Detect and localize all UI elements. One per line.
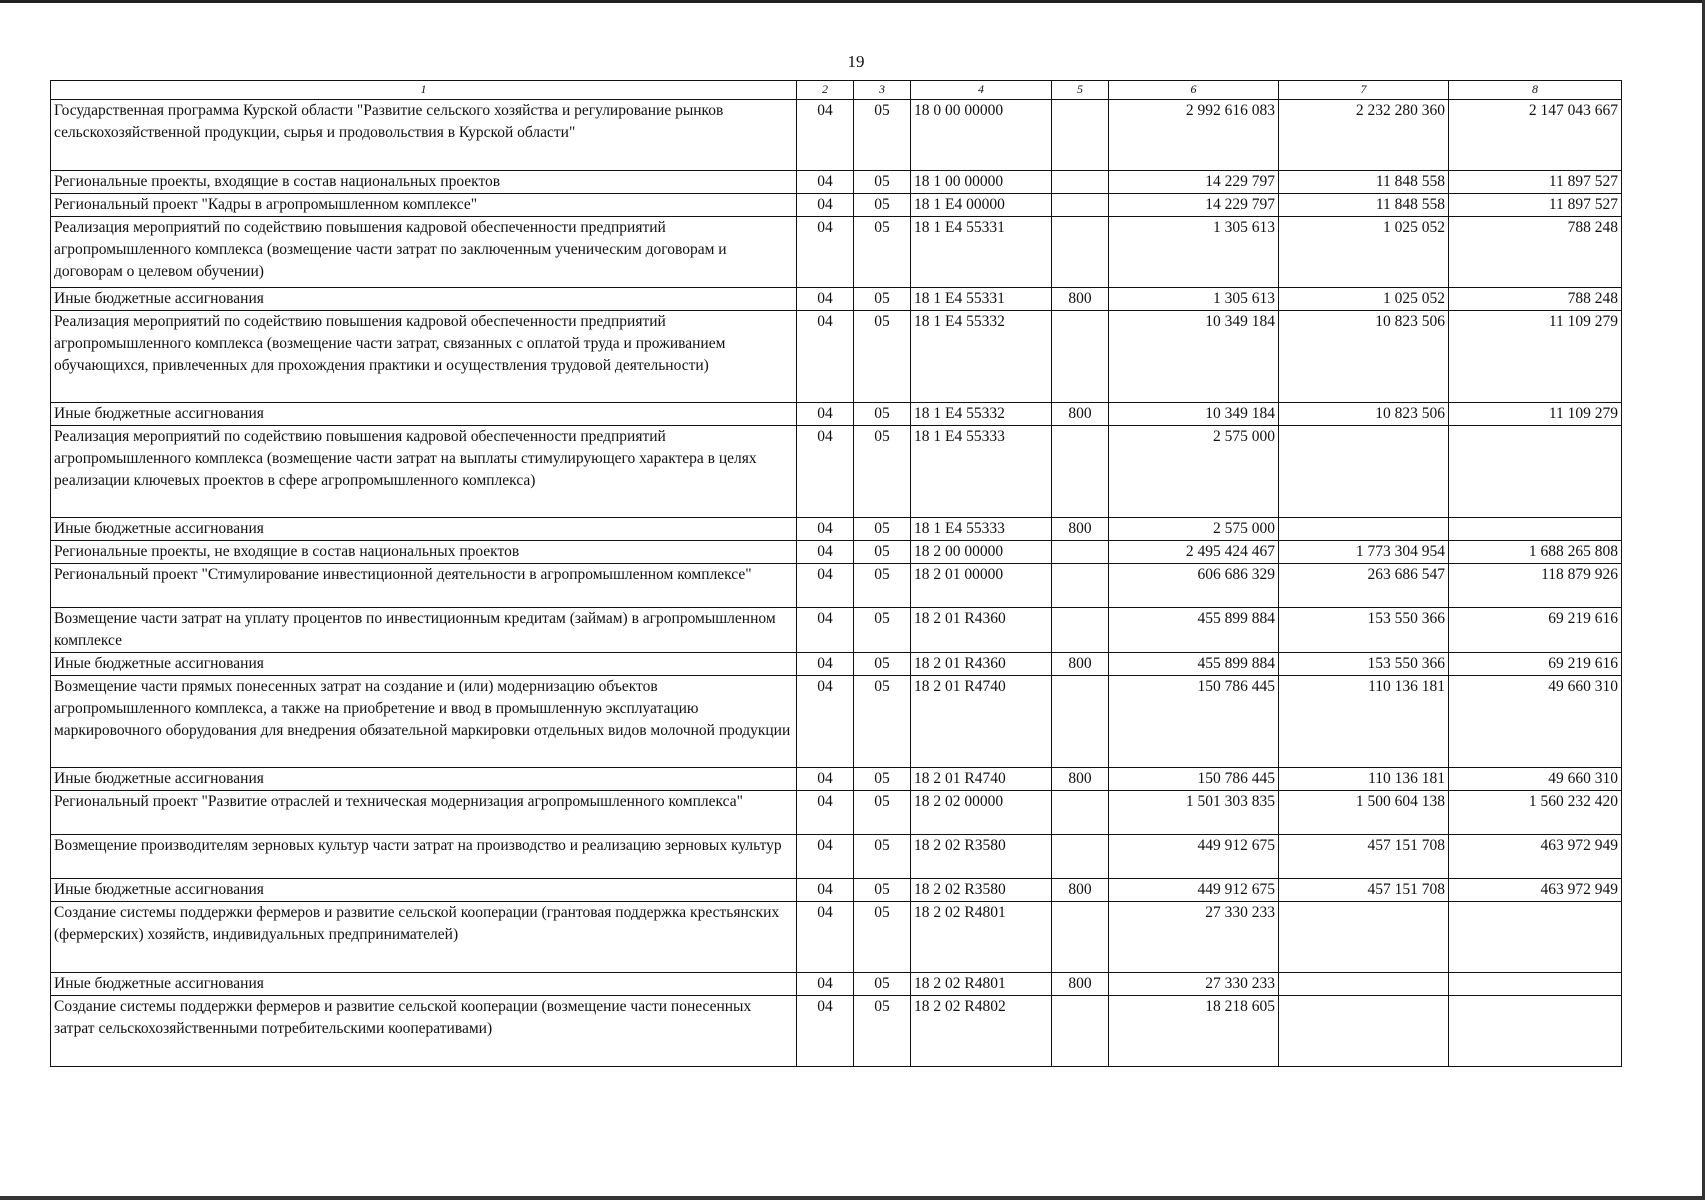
table-row: [51, 288, 1622, 311]
row-name-cell: Реализация мероприятий по содействию повышения кадровой обеспеченности предприятий агропромышленного комплекса (возмещение части затрат по заключенным ученическим договорам и договорам о целевом обучении): [51, 217, 797, 288]
expense-type-cell: [1052, 217, 1109, 288]
amount-year2-cell: [1279, 973, 1449, 996]
amount-year2-cell: 1 025 052: [1279, 288, 1449, 311]
column-header: 5: [1052, 81, 1109, 100]
target-article-cell: 18 2 02 R4802: [911, 996, 1052, 1067]
target-article-cell: 18 2 02 R4801: [911, 973, 1052, 996]
target-article-cell: 18 1 E4 55332: [911, 403, 1052, 426]
amount-year3-cell: 11 897 527: [1449, 194, 1622, 217]
amount-year2-cell: 2 232 280 360: [1279, 100, 1449, 171]
expense-type-cell: [1052, 100, 1109, 171]
amount-year2-cell: 10 823 506: [1279, 403, 1449, 426]
table-row: [51, 564, 1622, 608]
row-name-cell: Создание системы поддержки фермеров и развитие сельской кооперации (грантовая поддержка крестьянских (фермерских) хозяйств, индивидуальных предпринимателей): [51, 902, 797, 973]
section-code-cell: 04: [797, 996, 854, 1067]
subsection-code-cell: 05: [854, 541, 911, 564]
amount-year2-cell: 11 848 558: [1279, 194, 1449, 217]
subsection-code-cell: 05: [854, 426, 911, 518]
subsection-code-cell: 05: [854, 194, 911, 217]
row-name-cell: Иные бюджетные ассигнования: [51, 518, 797, 541]
amount-year3-cell: [1449, 902, 1622, 973]
amount-year1-cell: 150 786 445: [1109, 768, 1279, 791]
expense-type-cell: [1052, 311, 1109, 403]
expense-type-cell: [1052, 902, 1109, 973]
amount-year3-cell: [1449, 973, 1622, 996]
table-row: [51, 541, 1622, 564]
expense-type-cell: [1052, 676, 1109, 768]
section-code-cell: 04: [797, 791, 854, 835]
amount-year1-cell: 1 501 303 835: [1109, 791, 1279, 835]
target-article-cell: 18 1 E4 00000: [911, 194, 1052, 217]
amount-year1-cell: 2 575 000: [1109, 518, 1279, 541]
table-row: [51, 996, 1622, 1067]
table-row: [51, 676, 1622, 768]
row-name-cell: Возмещение производителям зерновых культур части затрат на производство и реализацию зерновых культур: [51, 835, 797, 879]
section-code-cell: 04: [797, 676, 854, 768]
subsection-code-cell: 05: [854, 171, 911, 194]
amount-year3-cell: 49 660 310: [1449, 676, 1622, 768]
amount-year2-cell: 457 151 708: [1279, 879, 1449, 902]
section-code-cell: 04: [797, 902, 854, 973]
target-article-cell: 18 2 01 00000: [911, 564, 1052, 608]
amount-year1-cell: 2 992 616 083: [1109, 100, 1279, 171]
amount-year3-cell: 788 248: [1449, 288, 1622, 311]
column-header: 1: [51, 81, 797, 100]
amount-year1-cell: 2 495 424 467: [1109, 541, 1279, 564]
section-code-cell: 04: [797, 194, 854, 217]
expense-type-cell: [1052, 426, 1109, 518]
subsection-code-cell: 05: [854, 608, 911, 653]
section-code-cell: 04: [797, 768, 854, 791]
section-code-cell: 04: [797, 608, 854, 653]
column-number-row: [51, 81, 1622, 100]
subsection-code-cell: 05: [854, 835, 911, 879]
expense-type-cell: [1052, 564, 1109, 608]
target-article-cell: 18 1 E4 55331: [911, 217, 1052, 288]
subsection-code-cell: 05: [854, 973, 911, 996]
amount-year2-cell: 11 848 558: [1279, 171, 1449, 194]
row-name-cell: Региональный проект "Кадры в агропромышленном комплексе": [51, 194, 797, 217]
row-name-cell: Региональные проекты, не входящие в состав национальных проектов: [51, 541, 797, 564]
expense-type-cell: 800: [1052, 768, 1109, 791]
amount-year3-cell: [1449, 518, 1622, 541]
amount-year3-cell: 1 688 265 808: [1449, 541, 1622, 564]
section-code-cell: 04: [797, 564, 854, 608]
amount-year2-cell: 153 550 366: [1279, 608, 1449, 653]
amount-year2-cell: 1 500 604 138: [1279, 791, 1449, 835]
table-row: [51, 902, 1622, 973]
table-row: [51, 311, 1622, 403]
subsection-code-cell: 05: [854, 902, 911, 973]
amount-year3-cell: 69 219 616: [1449, 608, 1622, 653]
row-name-cell: Реализация мероприятий по содействию повышения кадровой обеспеченности предприятий агропромышленного комплекса (возмещение части затрат на выплаты стимулирующего характера в целях реализации ключевых проектов в сфере агропромышленного комплекса): [51, 426, 797, 518]
column-header: 4: [911, 81, 1052, 100]
subsection-code-cell: 05: [854, 653, 911, 676]
subsection-code-cell: 05: [854, 564, 911, 608]
target-article-cell: 18 1 00 00000: [911, 171, 1052, 194]
table-body: [51, 100, 1622, 1067]
column-header: 2: [797, 81, 854, 100]
table-row: [51, 608, 1622, 653]
row-name-cell: Иные бюджетные ассигнования: [51, 653, 797, 676]
table-row: [51, 403, 1622, 426]
scan-border-top: [0, 0, 1705, 3]
amount-year3-cell: 463 972 949: [1449, 879, 1622, 902]
subsection-code-cell: 05: [854, 676, 911, 768]
subsection-code-cell: 05: [854, 879, 911, 902]
amount-year2-cell: [1279, 996, 1449, 1067]
expense-type-cell: [1052, 171, 1109, 194]
amount-year3-cell: 788 248: [1449, 217, 1622, 288]
section-code-cell: 04: [797, 288, 854, 311]
page-number: 19: [847, 52, 865, 71]
subsection-code-cell: 05: [854, 518, 911, 541]
section-code-cell: 04: [797, 653, 854, 676]
row-name-cell: Региональный проект "Стимулирование инвестиционной деятельности в агропромышленном комплексе": [51, 564, 797, 608]
table-row: [51, 426, 1622, 518]
amount-year3-cell: 49 660 310: [1449, 768, 1622, 791]
table-row: [51, 100, 1622, 171]
amount-year1-cell: 449 912 675: [1109, 879, 1279, 902]
amount-year3-cell: [1449, 996, 1622, 1067]
target-article-cell: 18 2 01 R4360: [911, 653, 1052, 676]
expense-type-cell: 800: [1052, 518, 1109, 541]
target-article-cell: 18 2 01 R4740: [911, 768, 1052, 791]
section-code-cell: 04: [797, 311, 854, 403]
subsection-code-cell: 05: [854, 311, 911, 403]
subsection-code-cell: 05: [854, 100, 911, 171]
amount-year2-cell: 110 136 181: [1279, 768, 1449, 791]
subsection-code-cell: 05: [854, 791, 911, 835]
section-code-cell: 04: [797, 541, 854, 564]
amount-year3-cell: 2 147 043 667: [1449, 100, 1622, 171]
target-article-cell: 18 2 02 R3580: [911, 879, 1052, 902]
target-article-cell: 18 1 E4 55331: [911, 288, 1052, 311]
target-article-cell: 18 2 01 R4360: [911, 608, 1052, 653]
column-header: 6: [1109, 81, 1279, 100]
amount-year2-cell: [1279, 902, 1449, 973]
amount-year2-cell: 263 686 547: [1279, 564, 1449, 608]
section-code-cell: 04: [797, 426, 854, 518]
amount-year3-cell: 1 560 232 420: [1449, 791, 1622, 835]
row-name-cell: Государственная программа Курской области "Развитие сельского хозяйства и регулирование рынков сельскохозяйственной продукции, сырья и продовольствия в Курской области": [51, 100, 797, 171]
target-article-cell: 18 2 01 R4740: [911, 676, 1052, 768]
table-row: [51, 194, 1622, 217]
amount-year1-cell: 449 912 675: [1109, 835, 1279, 879]
amount-year1-cell: 18 218 605: [1109, 996, 1279, 1067]
section-code-cell: 04: [797, 217, 854, 288]
subsection-code-cell: 05: [854, 288, 911, 311]
row-name-cell: Реализация мероприятий по содействию повышения кадровой обеспеченности предприятий агропромышленного комплекса (возмещение части затрат, связанных с оплатой труда и проживанием обучающихся, привлеченных для прохождения практики и осуществления трудовой деятельности): [51, 311, 797, 403]
amount-year3-cell: [1449, 426, 1622, 518]
amount-year2-cell: 1 025 052: [1279, 217, 1449, 288]
table-row: [51, 171, 1622, 194]
amount-year1-cell: 14 229 797: [1109, 171, 1279, 194]
row-name-cell: Возмещение части прямых понесенных затрат на создание и (или) модернизацию объектов агропромышленного комплекса, а также на приобретение и ввод в промышленную эксплуатацию маркировочного оборудования для внедрения обязательной маркировки отдельных видов молочной продукции: [51, 676, 797, 768]
expense-type-cell: [1052, 996, 1109, 1067]
amount-year1-cell: 606 686 329: [1109, 564, 1279, 608]
amount-year3-cell: 69 219 616: [1449, 653, 1622, 676]
amount-year2-cell: 457 151 708: [1279, 835, 1449, 879]
expense-type-cell: [1052, 541, 1109, 564]
amount-year1-cell: 455 899 884: [1109, 653, 1279, 676]
section-code-cell: 04: [797, 835, 854, 879]
expense-type-cell: [1052, 835, 1109, 879]
amount-year1-cell: 150 786 445: [1109, 676, 1279, 768]
target-article-cell: 18 2 02 R4801: [911, 902, 1052, 973]
amount-year1-cell: 27 330 233: [1109, 902, 1279, 973]
subsection-code-cell: 05: [854, 403, 911, 426]
row-name-cell: Создание системы поддержки фермеров и развитие сельской кооперации (возмещение части понесенных затрат сельскохозяйственными потребительскими кооперативами): [51, 996, 797, 1067]
target-article-cell: 18 1 E4 55333: [911, 426, 1052, 518]
row-name-cell: Иные бюджетные ассигнования: [51, 288, 797, 311]
row-name-cell: Возмещение части затрат на уплату процентов по инвестиционным кредитам (займам) в агропромышленном комплексе: [51, 608, 797, 653]
column-header: 8: [1449, 81, 1622, 100]
amount-year2-cell: [1279, 426, 1449, 518]
row-name-cell: Иные бюджетные ассигнования: [51, 973, 797, 996]
amount-year3-cell: 463 972 949: [1449, 835, 1622, 879]
expense-type-cell: 800: [1052, 973, 1109, 996]
row-name-cell: Иные бюджетные ассигнования: [51, 403, 797, 426]
amount-year2-cell: [1279, 518, 1449, 541]
amount-year1-cell: 14 229 797: [1109, 194, 1279, 217]
table-row: [51, 518, 1622, 541]
target-article-cell: 18 1 E4 55332: [911, 311, 1052, 403]
amount-year1-cell: 10 349 184: [1109, 403, 1279, 426]
amount-year2-cell: 110 136 181: [1279, 676, 1449, 768]
target-article-cell: 18 0 00 00000: [911, 100, 1052, 171]
amount-year2-cell: 1 773 304 954: [1279, 541, 1449, 564]
target-article-cell: 18 1 E4 55333: [911, 518, 1052, 541]
row-name-cell: Региональный проект "Развитие отраслей и техническая модернизация агропромышленного комплекса": [51, 791, 797, 835]
table-row: [51, 835, 1622, 879]
section-code-cell: 04: [797, 100, 854, 171]
amount-year1-cell: 1 305 613: [1109, 288, 1279, 311]
amount-year2-cell: 153 550 366: [1279, 653, 1449, 676]
column-header: 3: [854, 81, 911, 100]
amount-year1-cell: 27 330 233: [1109, 973, 1279, 996]
scan-border-bottom: [0, 1196, 1705, 1200]
amount-year2-cell: 10 823 506: [1279, 311, 1449, 403]
expense-type-cell: 800: [1052, 288, 1109, 311]
subsection-code-cell: 05: [854, 768, 911, 791]
section-code-cell: 04: [797, 879, 854, 902]
section-code-cell: 04: [797, 171, 854, 194]
table-row: [51, 768, 1622, 791]
amount-year3-cell: 118 879 926: [1449, 564, 1622, 608]
row-name-cell: Региональные проекты, входящие в состав национальных проектов: [51, 171, 797, 194]
subsection-code-cell: 05: [854, 996, 911, 1067]
section-code-cell: 04: [797, 403, 854, 426]
column-header: 7: [1279, 81, 1449, 100]
expense-type-cell: [1052, 608, 1109, 653]
expense-type-cell: 800: [1052, 879, 1109, 902]
section-code-cell: 04: [797, 518, 854, 541]
amount-year1-cell: 2 575 000: [1109, 426, 1279, 518]
amount-year3-cell: 11 109 279: [1449, 311, 1622, 403]
target-article-cell: 18 2 00 00000: [911, 541, 1052, 564]
amount-year3-cell: 11 897 527: [1449, 171, 1622, 194]
amount-year1-cell: 10 349 184: [1109, 311, 1279, 403]
table-row: [51, 653, 1622, 676]
table-row: [51, 791, 1622, 835]
expense-type-cell: [1052, 194, 1109, 217]
amount-year1-cell: 455 899 884: [1109, 608, 1279, 653]
table-row: [51, 973, 1622, 996]
target-article-cell: 18 2 02 00000: [911, 791, 1052, 835]
table-row: [51, 217, 1622, 288]
expense-type-cell: 800: [1052, 653, 1109, 676]
expense-type-cell: [1052, 791, 1109, 835]
section-code-cell: 04: [797, 973, 854, 996]
row-name-cell: Иные бюджетные ассигнования: [51, 768, 797, 791]
table-row: [51, 879, 1622, 902]
amount-year3-cell: 11 109 279: [1449, 403, 1622, 426]
row-name-cell: Иные бюджетные ассигнования: [51, 879, 797, 902]
budget-table: [50, 80, 1622, 1067]
target-article-cell: 18 2 02 R3580: [911, 835, 1052, 879]
subsection-code-cell: 05: [854, 217, 911, 288]
expense-type-cell: 800: [1052, 403, 1109, 426]
amount-year1-cell: 1 305 613: [1109, 217, 1279, 288]
